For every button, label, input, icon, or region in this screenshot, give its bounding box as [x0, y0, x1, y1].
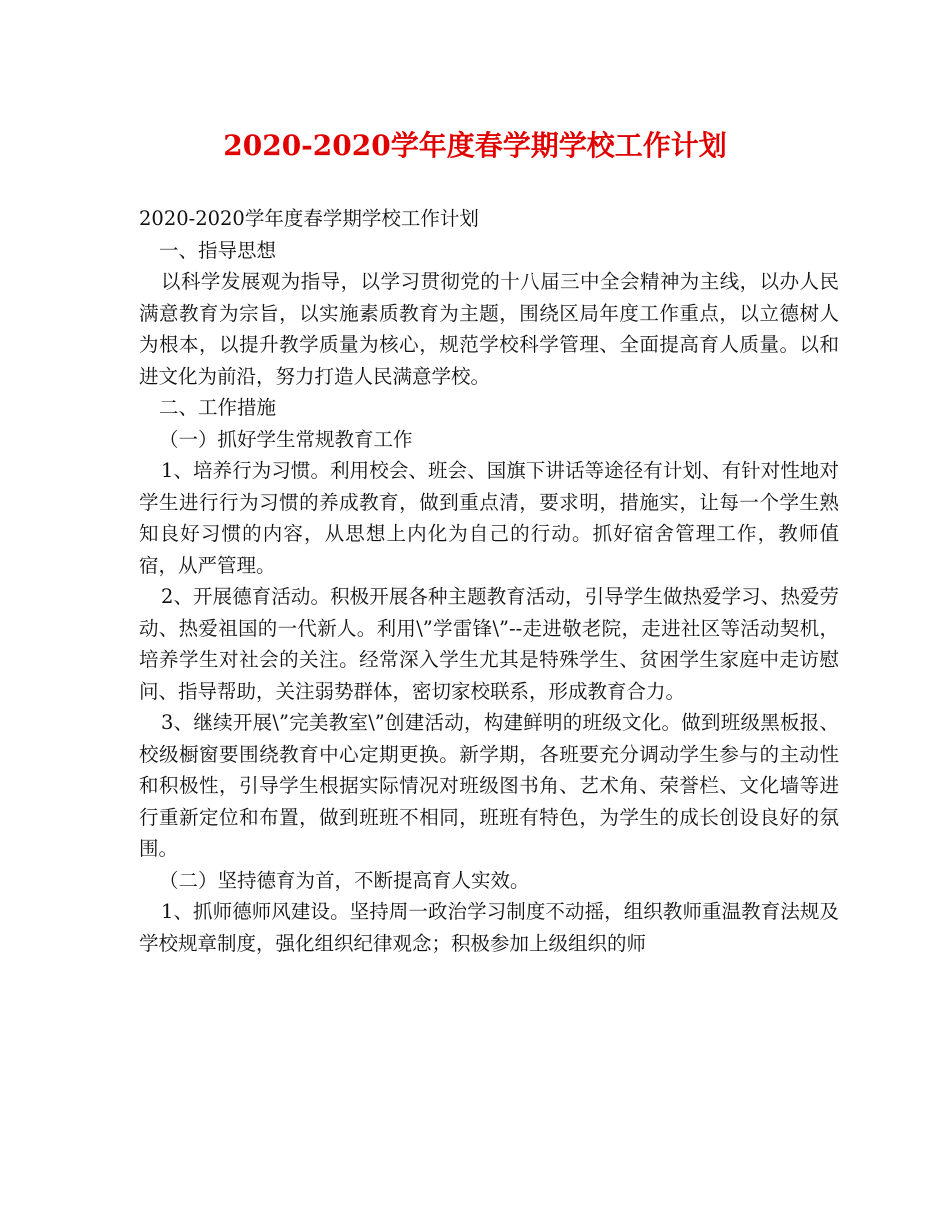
- subtitle-line: 2020-2020学年度春学期学校工作计划: [139, 207, 479, 230]
- document-body: [139, 203, 839, 959]
- subsection-heading-moral-education: （二）坚持德育为首，不断提高育人实效。: [159, 868, 530, 892]
- subsection-heading-student-routine: （一）抓好学生常规教育工作: [159, 427, 413, 451]
- section-heading-guiding-ideology: 一、指导思想: [159, 238, 277, 262]
- paragraph-guiding-ideology: 以科学发展观为指导，以学习贯彻党的十八届三中全会精神为主线，以办人民满意教育为宗旨，以实施素质教育为主题，围绕区局年度工作重点，以立德树人为根本，以提升教学质量为核心，规范学校科学管理、全面提高育人质量。以和进文化为前沿，努力打造人民满意学校。: [139, 270, 839, 388]
- paragraph-perfect-classroom: 3、继续开展\”完美教室\”创建活动，构建鲜明的班级文化。做到班级黑板报、校级橱窗要围绕教育中心定期更换。新学期，各班要充分调动学生参与的主动性和积极性，引导学生根据实际情况对班级图书角、艺术角、荣誉栏、文化墙等进行重新定位和布置，做到班班不相同，班班有特色，为学生的成长创设良好的氛围。: [139, 711, 839, 860]
- paragraph-moral-activities: 2、开展德育活动。积极开展各种主题教育活动，引导学生做热爱学习、热爱劳动、热爱祖国的一代新人。利用\”学雷锋\”--走进敬老院，走进社区等活动契机，培养学生对社会的关注。经常深入学生尤其是特殊学生、贫困学生家庭中走访慰问、指导帮助，关注弱势群体，密切家校联系，形成教育合力。: [139, 585, 839, 703]
- section-heading-work-measures: 二、工作措施: [159, 396, 277, 419]
- paragraph-teacher-ethics: 1、抓师德师风建设。坚持周一政治学习制度不动摇，组织教师重温教育法规及学校规章制度，强化组织纪律观念；积极参加上级组织的师: [139, 900, 839, 955]
- document-title: 2020-2020学年度春学期学校工作计划: [223, 129, 727, 162]
- paragraph-behavior-habits: 1、培养行为习惯。利用校会、班会、国旗下讲话等途径有计划、有针对性地对学生进行行为习惯的养成教育，做到重点清，要求明，措施实，让每一个学生熟知良好习惯的内容，从思想上内化为自己的行动。抓好宿舍管理工作，教师值宿，从严管理。: [139, 459, 839, 577]
